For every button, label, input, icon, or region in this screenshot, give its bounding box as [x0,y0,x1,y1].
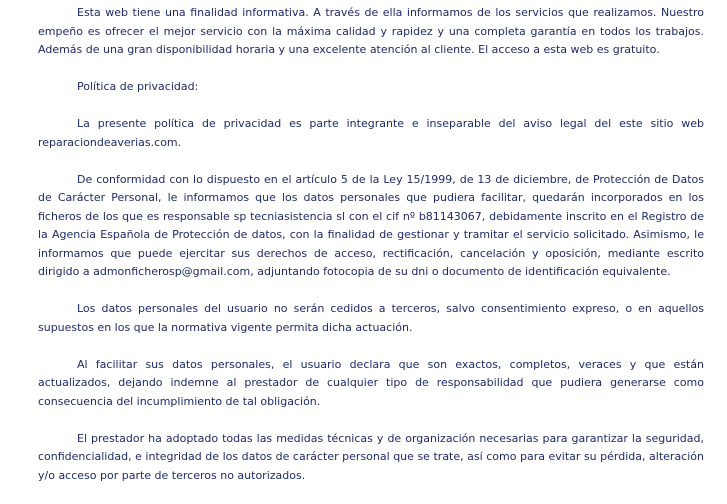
security-measures-paragraph: El prestador ha adoptado todas las medidas técnicas y de organización necesarias para garantizar la seguridad, confidencialidad, e integridad de los datos de carácter personal que se trate, así como para evitar su pérdida, alteración y/o acceso por parte de terceros no autorizados. [38,431,704,482]
privacy-scope-paragraph: La presente política de privacidad es parte integrante e inseparable del aviso legal del este sitio web reparaciondeaverias.com. [38,117,704,149]
data-protection-paragraph: De conformidad con lo dispuesto en el artículo 5 de la Ley 15/1999, de 13 de diciembre, de Protección de Datos de Carácter Personal, le informamos que los datos personales que pudiera facilitar, quedarán incorporados en los ficheros de los que es responsable sp tecniasistencia sl con el cif nº b81143067, debidamente inscrito en el Registro de la Agencia Española de Protección de datos, con la finalidad de gestionar y tramitar el servicio solicitado. Asimismo, le informamos que puede ejercitar sus derechos de acceso, rectificación, cancelación y oposición, mediante escrito dirigido a admonficherosp@gmail.com, adjuntando fotocopia de su dni o documento de identificación equivalente. [38,172,704,278]
privacy-policy-heading: Política de privacidad: [77,80,199,93]
intro-paragraph: Esta web tiene una finalidad informativa. A través de ella informamos de los servicios que realizamos. Nuestro empeño es ofrecer el mejor servicio con la máxima calidad y rapidez y una completa garantía en todos los trabajos. Además de una gran disponibilidad horaria y una excelente atención al cliente. El acceso a esta web es gratuito. [38,6,704,56]
data-sharing-paragraph: Los datos personales del usuario no serán cedidos a terceros, salvo consentimiento expreso, o en aquellos supuestos en los que la normativa vigente permita dicha actuación. [38,302,704,334]
user-declaration-paragraph: Al facilitar sus datos personales, el usuario declara que son exactos, completos, veraces y que están actualizados, dejando indemne al prestador de cualquier tipo de responsabilidad que pudiera generarse como consecuencia del incumplimiento de tal obligación. [38,357,704,408]
